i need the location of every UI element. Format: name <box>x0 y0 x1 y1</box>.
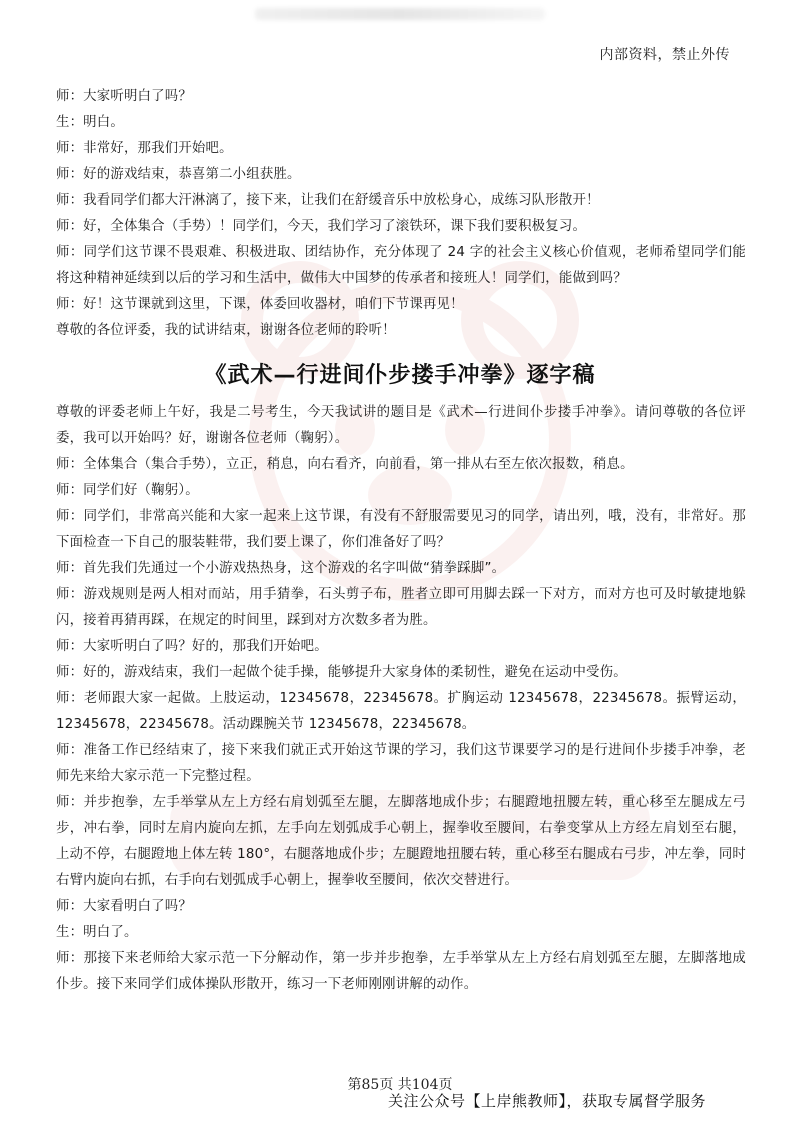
text-line: 师：同学们，非常高兴能和大家一起来上这节课，有没有不舒服需要见习的同学，请出列，哦，没有，非常好。那下面检查一下自己的服装鞋带，我们要上课了，你们准备好了吗？ <box>56 509 746 550</box>
dialogue-section-1 <box>56 84 746 344</box>
text-line: 师：好！这节课就到这里，下课，体委回收器材，咱们下节课再见！ <box>56 297 464 312</box>
text-line: 师：大家听明白了吗？ <box>56 89 192 104</box>
text-line: 师：准备工作已经结束了，接下来我们就正式开始这节课的学习，我们这节课要学习的是行进间仆步搂手冲拳，老师先来给大家示范一下完整过程。 <box>56 743 746 784</box>
text-line: 师：好的游戏结束，恭喜第二小组获胜。 <box>56 167 301 182</box>
text-line: 师：游戏规则是两人相对而站，用手猜拳，石头剪子布，胜者立即可用脚去踩一下对方，而对方也可及时敏捷地躲闪，接着再猜再踩，在规定的时间里，踩到对方次数多者为胜。 <box>56 587 746 628</box>
confidential-notice: 内部资料，禁止外传 <box>599 47 730 63</box>
text-line: 尊敬的各位评委，我的试讲结束，谢谢各位老师的聆听！ <box>56 323 396 338</box>
text-line: 生：明白。 <box>56 115 124 130</box>
footer-promo: 关注公众号【上岸熊教师】，获取专属督学服务 <box>388 1092 707 1110</box>
text-line: 师：非常好，那我们开始吧。 <box>56 141 233 156</box>
text-line: 师：并步抱拳，左手举掌从左上方经右肩划弧至左腿，左脚落地成仆步；右腿蹬地扭腰左转，重心移至左腿成左弓步，冲右拳，同时左肩内旋向左抓，左手向左划弧成手心朝上，握拳收至腰间，右拳变掌从上方经左肩划至右腿，上动不停，右腿蹬地上体左转 180°，右腿落地成仆步；左腿蹬地扭腰右转，重心移至右腿成右弓步，冲左拳，同时右臂内旋向右抓，右手向右划弧成手心朝上，握拳收至腰间，依次交替进行。 <box>56 795 746 888</box>
text-line: 尊敬的评委老师上午好，我是二号考生，今天我试讲的题目是《武术—行进间仆步搂手冲拳》。请问尊敬的各位评委，我可以开始吗？好，谢谢各位老师（鞠躬）。 <box>56 405 746 446</box>
dialogue-section-2 <box>56 400 746 998</box>
text-line: 师：老师跟大家一起做。上肢运动，12345678，22345678。扩胸运动 12345678，22345678。振臂运动，12345678，22345678。活动踝腕关节 12345678，22345678。 <box>56 691 746 732</box>
text-line: 师：那接下来老师给大家示范一下分解动作，第一步并步抱拳，左手举掌从左上方经右肩划弧至左腿，左脚落地成仆步。接下来同学们成体操队形散开，练习一下老师刚刚讲解的动作。 <box>56 951 746 992</box>
text-line: 师：好，全体集合（手势）！同学们，今天，我们学习了滚铁环，课下我们要积极复习。 <box>56 219 587 234</box>
text-line: 师：同学们这节课不畏艰难、积极进取、团结协作，充分体现了 24 字的社会主义核心价值观，老师希望同学们能将这种精神延续到以后的学习和生活中，做伟大中国梦的传承者和接班人！同学们，能做到吗？ <box>56 245 746 286</box>
text-line: 师：好的，游戏结束，我们一起做个徒手操，能够提升大家身体的柔韧性，避免在运动中受伤。 <box>56 665 627 680</box>
page-number: 第85页 共104页 <box>347 1077 453 1093</box>
text-line: 师：大家听明白了吗？好的，那我们开始吧。 <box>56 639 328 654</box>
text-line: 师：我看同学们都大汗淋漓了，接下来，让我们在舒缓音乐中放松身心，成练习队形散开！ <box>56 193 600 208</box>
text-line: 生：明白了。 <box>56 925 138 940</box>
text-line: 师：首先我们先通过一个小游戏热热身，这个游戏的名字叫做“猜拳踩脚”。 <box>56 561 506 576</box>
faded-top-header <box>255 8 545 20</box>
text-line: 师：大家看明白了吗？ <box>56 899 192 914</box>
text-line: 师：全体集合（集合手势），立正，稍息，向右看齐，向前看，第一排从右至左依次报数，稍息。 <box>56 457 634 472</box>
text-line: 师：同学们好（鞠躬）。 <box>56 483 199 498</box>
section-title: 《武术—行进间仆步搂手冲拳》逐字稿 <box>204 363 596 388</box>
